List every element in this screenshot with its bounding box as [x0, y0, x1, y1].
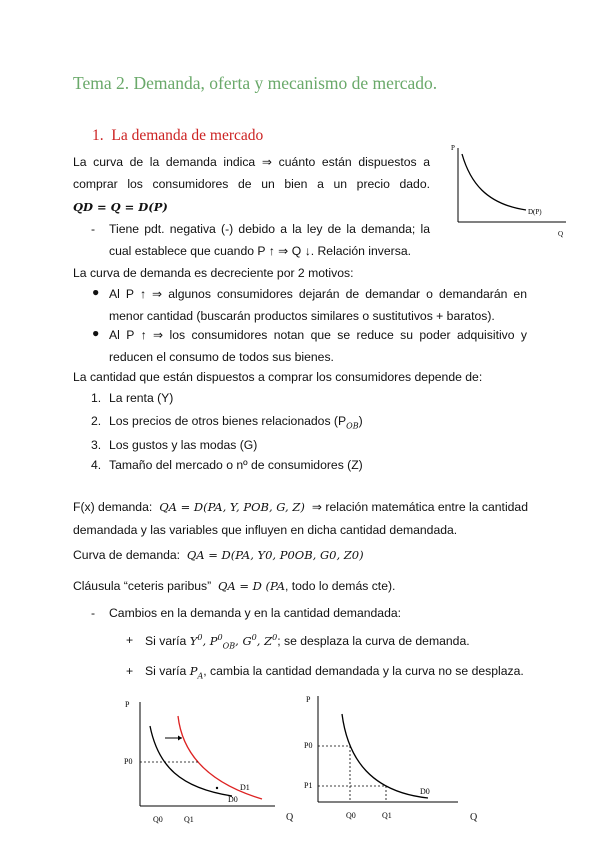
left-d1-label: D1 [240, 783, 250, 792]
plus-marker-2: + [126, 664, 134, 678]
right-d0-curve [342, 714, 428, 798]
section-heading-text: La demanda de mercado [111, 127, 264, 144]
plus-line-2: Si varía $P_A$, cambia la cantidad demandada y la curva no se desplaza. [145, 664, 524, 681]
motive1-line-2: menor cantidad (buscarán productos similares o sustitutivos + baratos). [109, 309, 495, 323]
fx-line-1 [73, 500, 528, 514]
right-y-label: P [306, 695, 311, 704]
left-q0-label: Q0 [153, 815, 163, 824]
demand-curve [462, 154, 526, 210]
intro-line-1: La curva de la demanda indica ⇒ cuánto están dispuestos a [73, 155, 430, 169]
section-number: 1. [92, 127, 104, 144]
decreasing-text: La curva de demanda es decreciente por 2 motivos: [73, 266, 354, 280]
bullet-1: ● [92, 285, 100, 299]
intro-line-2: comprar los consumidores de un bien a un precio dado. [73, 177, 430, 191]
left-y-label: P [125, 700, 130, 709]
depends-text: La cantidad que están dispuestos a comprar los consumidores depende de: [73, 370, 483, 384]
left-p0-label: P0 [124, 757, 133, 766]
bullet-2: ● [92, 326, 100, 340]
curve-line [73, 548, 364, 562]
right-q1-label: Q1 [382, 811, 392, 820]
plus-line-1: Si varía $Y^0$, $P^0_{OB}$, $G^0$, $Z^0$; se desplaza la curva de demanda. [145, 633, 470, 651]
ceteris-formula: QA = D (PA [217, 579, 285, 593]
right-q-axis-label: Q [470, 812, 478, 823]
motive1-line-1: Al P ↑ ⇒ algunos consumidores dejarán de demandar o demandarán en [109, 287, 527, 301]
dash-line-1: Tiene pdt. negativa (-) debido a la ley de la demanda; la [109, 222, 430, 236]
fx-line-2: demandada y las variables que influyen en dicha cantidad demandada. [73, 523, 458, 537]
movement-along-curve-graph [300, 690, 460, 820]
ceteris-rest: , todo lo demás cte). [285, 579, 396, 593]
right-p1-label: P1 [304, 781, 313, 790]
demand-curve-graph [448, 142, 576, 238]
section-heading [92, 127, 263, 145]
point-marker [216, 787, 218, 789]
fx-label: F(x) demanda: [73, 500, 153, 514]
left-q1-label: Q1 [184, 815, 194, 824]
plus-marker-1: + [126, 633, 134, 647]
factor-number-1: 1. [91, 391, 102, 405]
changes-text: Cambios en la demanda y en la cantidad demandada: [109, 606, 402, 620]
demand-shift-graph [120, 696, 280, 826]
d0-curve [150, 726, 232, 796]
shift-arrow-head [178, 736, 182, 741]
ceteris-line [73, 579, 395, 593]
page-title: Tema 2. Demanda, oferta y mecanismo de mercado. [73, 73, 438, 93]
factor-number-4: 4. [91, 458, 102, 472]
dash-line-2: cual establece que cuando P ↑ ⇒ Q ↓. Relación inversa. [109, 244, 411, 258]
changes-dash: - [91, 606, 96, 620]
factor-number-3: 3. [91, 438, 102, 452]
fx-formula: QA = D(PA, Y, POB, G, Z) [159, 500, 305, 514]
factor-number-2: 2. [91, 414, 102, 428]
left-q-axis-label: Q [286, 812, 294, 823]
graph-y-label: P [451, 144, 455, 152]
dash-marker: - [91, 222, 96, 236]
demand-formula: QD = Q = D(P) [73, 200, 168, 214]
motive2-line-2: reducen el consumo de todos sus bienes. [109, 350, 334, 364]
curve-label-text: Curva de demanda: [73, 548, 181, 562]
curve-label: D(P) [528, 208, 542, 216]
fx-rest: ⇒ relación matemática entre la cantidad [311, 500, 528, 514]
factor-2: Los precios de otros bienes relacionados $(P_{OB})$ [109, 414, 363, 431]
ceteris-label: Cláusula “ceteris paribus” [73, 579, 212, 593]
curve-formula: QA = D(PA, Y0, P0OB, G0, Z0) [186, 548, 364, 562]
right-d0-label: D0 [420, 787, 430, 796]
graph-x-label: Q [558, 230, 564, 238]
factor-3: Los gustos y las modas (G) [109, 438, 258, 452]
left-d0-label: D0 [228, 795, 238, 804]
right-p0-label: P0 [304, 741, 313, 750]
factor-4: Tamaño del mercado o nº de consumidores (Z) [109, 458, 363, 472]
motive2-line-1: Al P ↑ ⇒ los consumidores notan que se reduce su poder adquisitivo y [109, 328, 527, 342]
factor-1: La renta (Y) [109, 391, 174, 405]
right-q0-label: Q0 [346, 811, 356, 820]
